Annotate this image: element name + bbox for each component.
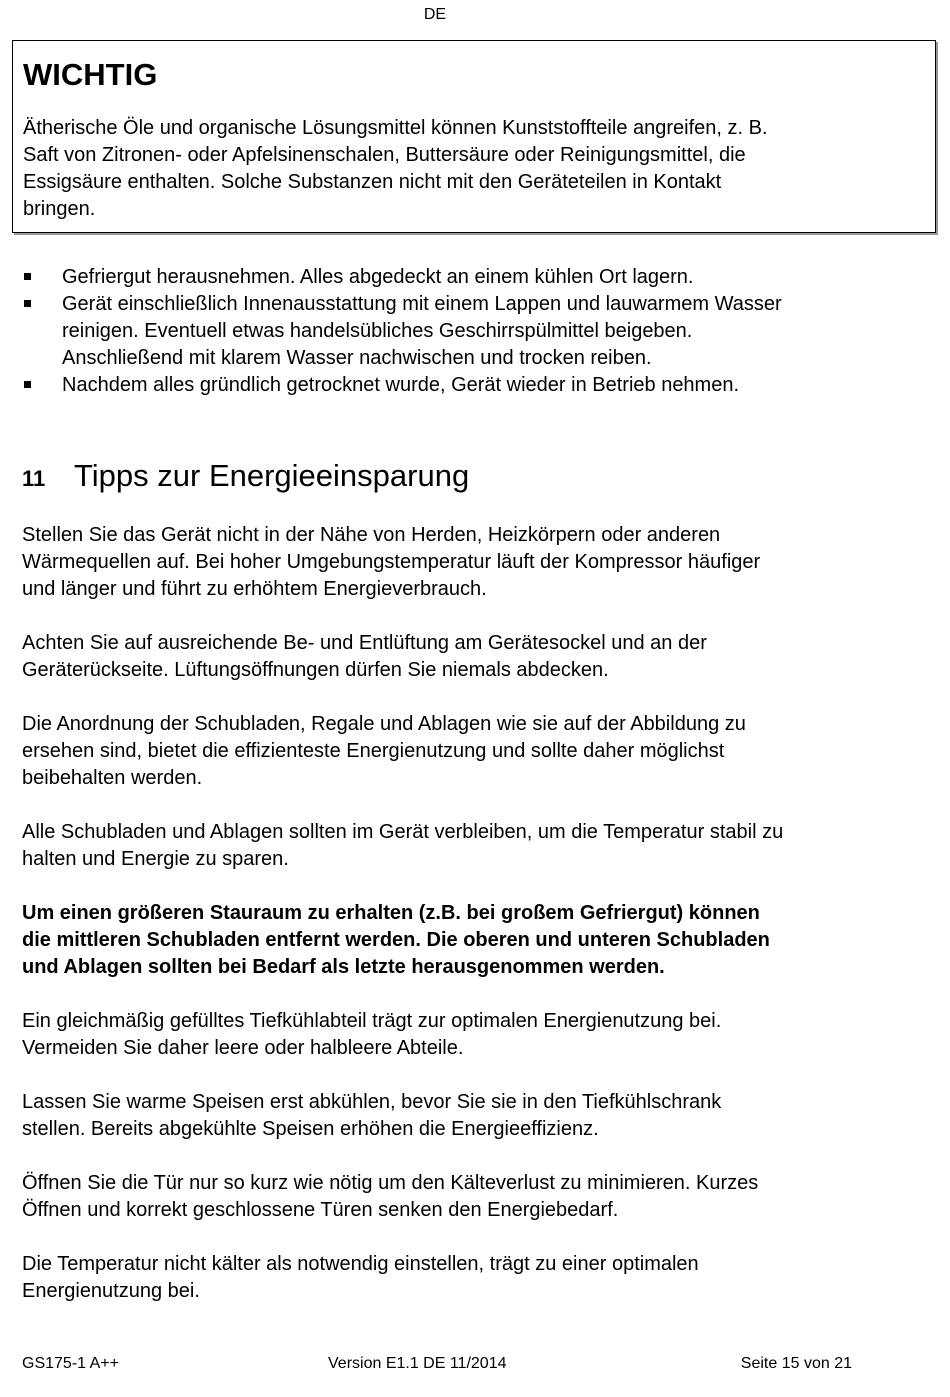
paragraph-line: Achten Sie auf ausreichende Be- und Entlüftung am Gerätesockel und an der	[22, 632, 707, 654]
paragraph-line: Energienutzung bei.	[22, 1280, 200, 1302]
paragraph	[22, 1008, 932, 1062]
paragraph	[22, 1089, 932, 1143]
paragraph-line: Ein gleichmäßig gefülltes Tiefkühlabteil trägt zur optimalen Energienutzung bei.	[22, 1010, 722, 1032]
list-item	[22, 291, 922, 372]
square-bullet-icon	[24, 300, 31, 307]
paragraph	[22, 711, 932, 792]
cleaning-steps-list	[22, 264, 922, 399]
paragraph-line: beibehalten werden.	[22, 767, 203, 789]
footer-page-number: Seite 15 von 21	[740, 1355, 852, 1372]
footer-model: GS175-1 A++	[22, 1355, 119, 1372]
page-language-label: DE	[423, 6, 447, 23]
footer-version: Version E1.1 DE 11/2014	[328, 1355, 507, 1372]
paragraph-line: und Ablagen sollten bei Bedarf als letzte herausgenommen werden.	[22, 956, 665, 978]
list-item-line: Anschließend mit klarem Wasser nachwischen und trocken reiben.	[62, 347, 652, 369]
important-line: Saft von Zitronen- oder Apfelsinenschalen, Buttersäure oder Reinigungsmittel, die	[23, 144, 746, 166]
list-item-line: Nachdem alles gründlich getrocknet wurde, Gerät wieder in Betrieb nehmen.	[62, 374, 740, 396]
paragraph-line: halten und Energie zu sparen.	[22, 848, 289, 870]
square-bullet-icon	[24, 273, 31, 280]
paragraph-line: ersehen sind, bietet die effizienteste Energienutzung und sollte daher möglichst	[22, 740, 725, 762]
paragraph-line: Stellen Sie das Gerät nicht in der Nähe von Herden, Heizkörpern oder anderen	[22, 524, 721, 546]
paragraph-line: und länger und führt zu erhöhtem Energieverbrauch.	[22, 578, 487, 600]
paragraph	[22, 1170, 932, 1224]
paragraph-line: Vermeiden Sie daher leere oder halbleere Abteile.	[22, 1037, 464, 1059]
important-text	[23, 115, 925, 223]
important-line: bringen.	[23, 198, 96, 220]
paragraph	[22, 1251, 932, 1305]
important-line: Ätherische Öle und organische Lösungsmittel können Kunststoffteile angreifen, z. B.	[23, 117, 768, 139]
paragraph-line: Geräterückseite. Lüftungsöffnungen dürfen Sie niemals abdecken.	[22, 659, 609, 681]
section-content	[22, 522, 932, 1332]
list-item-line: Gerät einschließlich Innenausstattung mit einem Lappen und lauwarmem Wasser	[62, 293, 782, 315]
paragraph	[22, 630, 932, 684]
square-bullet-icon	[24, 381, 31, 388]
list-item	[22, 372, 922, 399]
paragraph-line: Öffnen Sie die Tür nur so kurz wie nötig um den Kälteverlust zu minimieren. Kurzes	[22, 1172, 759, 1194]
important-notice-box	[12, 40, 936, 233]
important-line: Essigsäure enthalten. Solche Substanzen nicht mit den Geräteteilen in Kontakt	[23, 171, 722, 193]
paragraph-line: Wärmequellen auf. Bei hoher Umgebungstemperatur läuft der Kompressor häufiger	[22, 551, 761, 573]
paragraph-line: Öffnen und korrekt geschlossene Türen senken den Energiebedarf.	[22, 1199, 619, 1221]
list-item-line: reinigen. Eventuell etwas handelsübliches Geschirrspülmittel beigeben.	[62, 320, 693, 342]
bold-paragraph	[22, 900, 932, 981]
paragraph	[22, 819, 932, 873]
paragraph-line: Die Anordnung der Schubladen, Regale und Ablagen wie sie auf der Abbildung zu	[22, 713, 746, 735]
list-item	[22, 264, 922, 291]
section-number: 11	[22, 466, 46, 491]
paragraph	[22, 522, 932, 603]
section-heading	[22, 456, 469, 499]
paragraph-line: Die Temperatur nicht kälter als notwendig einstellen, trägt zu einer optimalen	[22, 1253, 699, 1275]
paragraph-line: Alle Schubladen und Ablagen sollten im Gerät verbleiben, um die Temperatur stabil zu	[22, 821, 784, 843]
paragraph-line: Um einen größeren Stauraum zu erhalten (z.B. bei großem Gefriergut) können	[22, 902, 760, 924]
important-title: WICHTIG	[23, 57, 158, 92]
section-title: Tipps zur Energieeinsparung	[74, 458, 470, 493]
list-item-line: Gefriergut herausnehmen. Alles abgedeckt an einem kühlen Ort lagern.	[62, 266, 694, 288]
paragraph-line: Lassen Sie warme Speisen erst abkühlen, bevor Sie sie in den Tiefkühlschrank	[22, 1091, 722, 1113]
paragraph-line: stellen. Bereits abgekühlte Speisen erhöhen die Energieeffizienz.	[22, 1118, 599, 1140]
paragraph-line: die mittleren Schubladen entfernt werden. Die oberen und unteren Schubladen	[22, 929, 770, 951]
